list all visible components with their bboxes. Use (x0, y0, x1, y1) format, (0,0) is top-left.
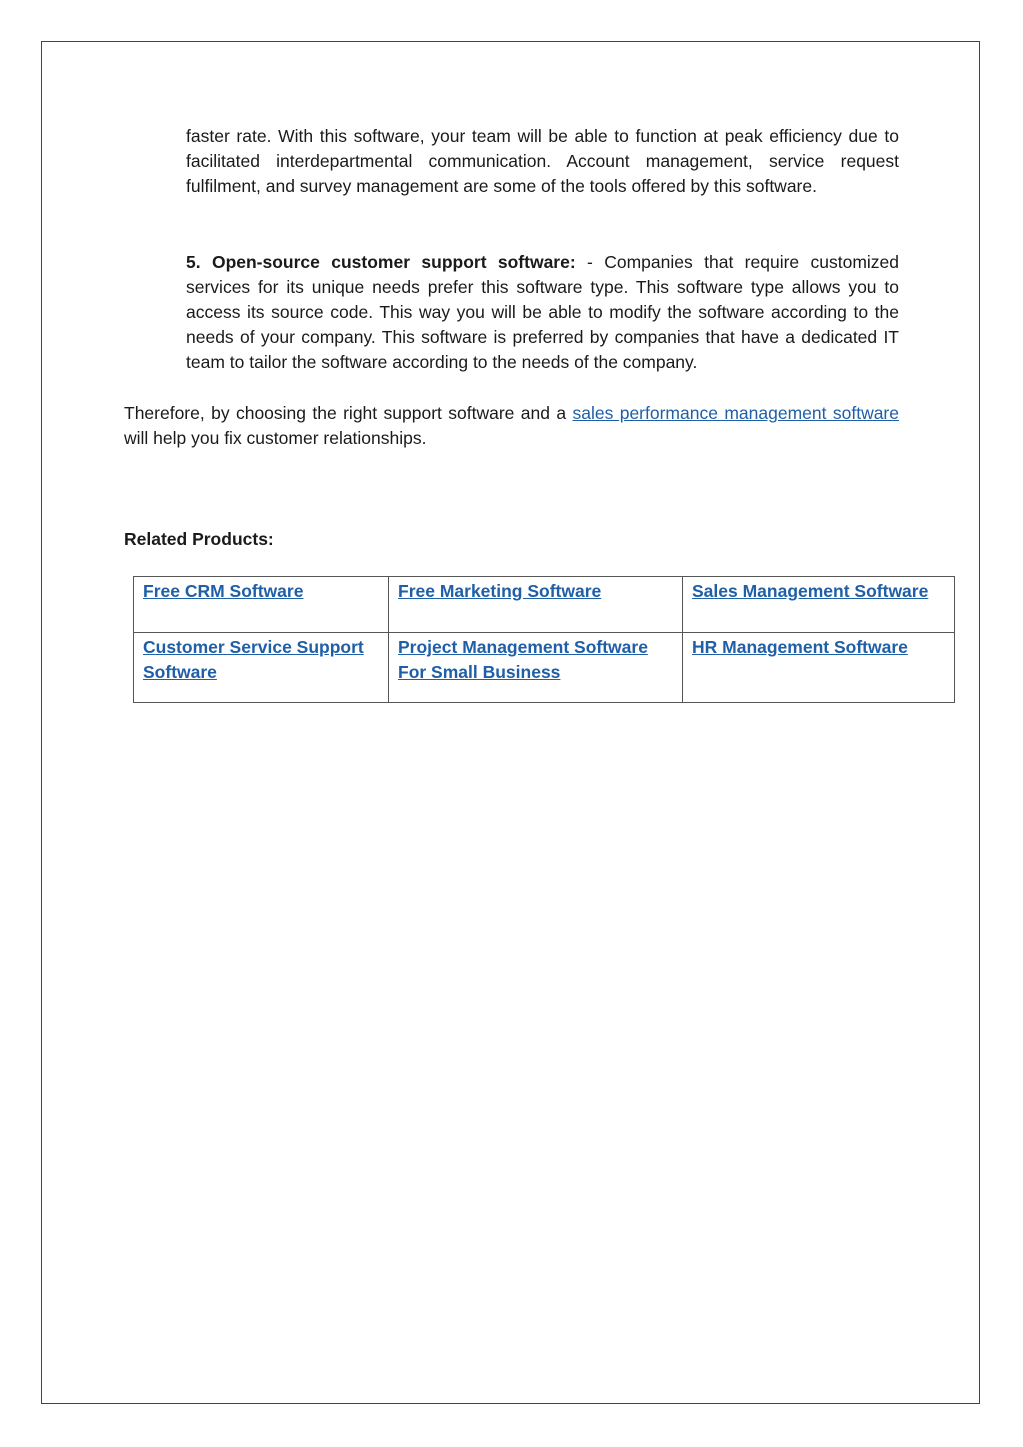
page-frame (41, 41, 980, 1404)
paragraph-conclusion (124, 401, 899, 451)
hr-management-software-link[interactable]: HR Management Software (692, 637, 908, 657)
table-cell (683, 633, 955, 703)
project-management-software-link[interactable]: Project Management Software For Small Business (398, 637, 648, 682)
sales-performance-management-link[interactable]: sales performance management software (572, 403, 899, 423)
free-marketing-software-link[interactable]: Free Marketing Software (398, 581, 602, 601)
table-row (134, 633, 955, 703)
table-cell (683, 577, 955, 633)
table-cell (134, 633, 389, 703)
table-cell (389, 633, 683, 703)
paragraph-software-efficiency: faster rate. With this software, your team will be able to function at peak efficiency due to facilitated interdepartmental communication. Account management, service request fulfilment, and survey management are some of the tools offered by this software. (186, 126, 899, 196)
sales-management-software-link[interactable]: Sales Management Software (692, 581, 929, 601)
related-products-heading: Related Products: (124, 529, 274, 549)
open-source-body: - Companies that require customized services for its unique needs prefer this software type. This software type allows you to access its source code. This way you will be able to modify the software according to the needs of your company. This software is preferred by companies that have a dedicated IT team to tailor the software according to the needs of the company. (186, 252, 900, 372)
open-source-heading: 5. Open-source customer support software: (186, 252, 576, 272)
related-products-table (133, 576, 955, 703)
customer-service-support-software-link[interactable]: Customer Service Support Software (143, 637, 364, 682)
conclusion-text-end: will help you fix customer relationships. (124, 428, 427, 448)
free-crm-software-link[interactable]: Free CRM Software (143, 581, 304, 601)
table-cell (389, 577, 683, 633)
table-row (134, 577, 955, 633)
paragraph-open-source-software (186, 250, 899, 375)
conclusion-text-start: Therefore, by choosing the right support software and a (124, 403, 573, 423)
table-cell (134, 577, 389, 633)
